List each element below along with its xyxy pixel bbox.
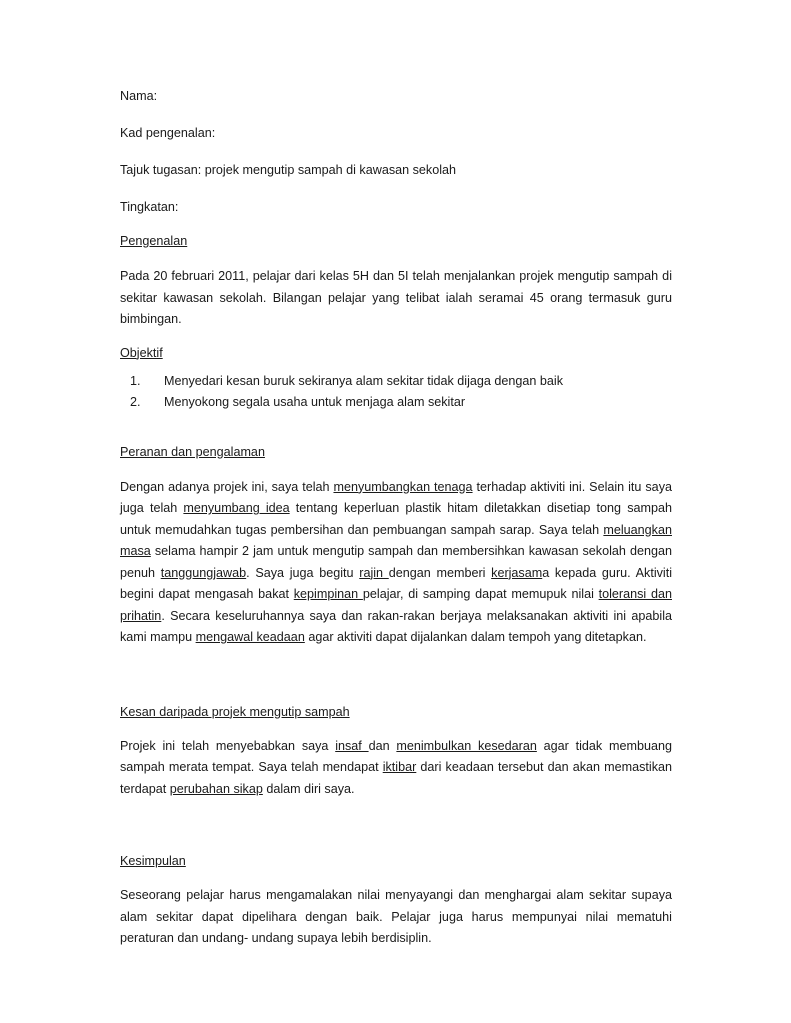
paragraph-kesan [120, 736, 672, 801]
objective-text: Menyedari kesan buruk sekiranya alam sekitar tidak dijaga dengan baik [164, 373, 564, 388]
field-kad-pengenalan: Kad pengenalan: [120, 126, 216, 140]
objective-text: Menyokong segala usaha untuk menjaga alam sekitar [164, 394, 466, 409]
paragraph-peranan [120, 477, 672, 649]
text-run: . Secara keseluruhannya saya dan rakan-rakan berjaya melaksanakan aktiviti ini apabila kami mampu [120, 608, 672, 644]
underlined-phrase: iktibar [382, 760, 417, 774]
objectives-list [120, 371, 672, 413]
text-run: . Saya juga begitu [246, 565, 360, 580]
objective-number: 2. [130, 394, 141, 409]
text-run: dalam diri saya. [262, 781, 355, 796]
heading-kesan: Kesan daripada projek mengutip sampah [120, 704, 350, 719]
objective-item [120, 392, 672, 413]
text-run: selama hampir 2 jam untuk mengutip sampah dan membersihkan kawasan sekolah dengan penuh [120, 544, 672, 580]
heading-peranan: Peranan dan pengalaman [120, 444, 265, 459]
text-run: a kepada guru. Aktiviti begini dapat mengasah bakat [120, 565, 673, 601]
text-run: agar aktiviti dapat dijalankan dalam tempoh yang ditetapkan. [304, 630, 647, 644]
heading-objektif: Objektif [120, 345, 163, 360]
underlined-phrase: menimbulkan kesedaran [396, 738, 537, 753]
field-tingkatan: Tingkatan: [120, 200, 179, 214]
document-page [120, 86, 672, 950]
underlined-phrase: toleransi dan prihatin [120, 587, 672, 623]
underlined-phrase: tanggungjawab [160, 565, 247, 580]
text-run: pelajar, di samping dapat memupuk nilai [362, 587, 599, 601]
underlined-phrase: perubahan sikap [169, 781, 263, 796]
text-run: dengan memberi [388, 565, 492, 580]
text-run: dan [368, 738, 397, 753]
heading-pengenalan: Pengenalan [120, 234, 188, 248]
underlined-phrase: meluangkan masa [120, 522, 672, 558]
text-run: dari keadaan tersebut dan akan memastikan terdapat [120, 760, 672, 796]
text-run: Projek ini telah menyebabkan saya [120, 738, 336, 753]
text-run: Dengan adanya projek ini, saya telah [120, 479, 334, 494]
field-nama: Nama: [120, 89, 158, 103]
objective-number: 1. [130, 373, 141, 388]
paragraph-pengenalan: Pada 20 februari 2011, pelajar dari kelas 5H dan 5I telah menjalankan projek mengutip sampah di sekitar kawasan sekolah. Bilangan pelajar yang telibat ialah seramai 45 orang termasuk guru bimbingan. [120, 269, 672, 326]
underlined-phrase: insaf [335, 738, 369, 753]
text-run: terhadap aktiviti ini. Selain itu saya juga telah [120, 479, 672, 515]
underlined-phrase: kerjasam [491, 565, 543, 580]
paragraph-kesimpulan: Seseorang pelajar harus mengamalakan nilai menyayangi dan menghargai alam sekitar supaya alam sekitar dapat dipelihara dengan baik. Pelajar juga harus mempunyai nilai mematuhi peraturan dan undang- undang supaya lebih berdisiplin. [120, 888, 672, 945]
underlined-phrase: menyumbang idea [183, 501, 290, 515]
heading-kesimpulan: Kesimpulan [120, 854, 186, 868]
objective-item [120, 371, 672, 392]
field-tajuk-tugasan: Tajuk tugasan: projek mengutip sampah di kawasan sekolah [120, 163, 457, 177]
underlined-phrase: kepimpinan [293, 587, 363, 601]
underlined-phrase: mengawal keadaan [195, 630, 305, 644]
text-run: tentang keperluan plastik hitam diletakkan disetiap tong sampah untuk memudahkan tugas pembersihan dan pembuangan sampah sarap. Saya telah [120, 501, 672, 537]
underlined-phrase: menyumbangkan tenaga [333, 479, 473, 494]
text-run: agar tidak membuang sampah merata tempat. Saya telah mendapat [120, 738, 672, 774]
underlined-phrase: rajin [359, 565, 389, 580]
